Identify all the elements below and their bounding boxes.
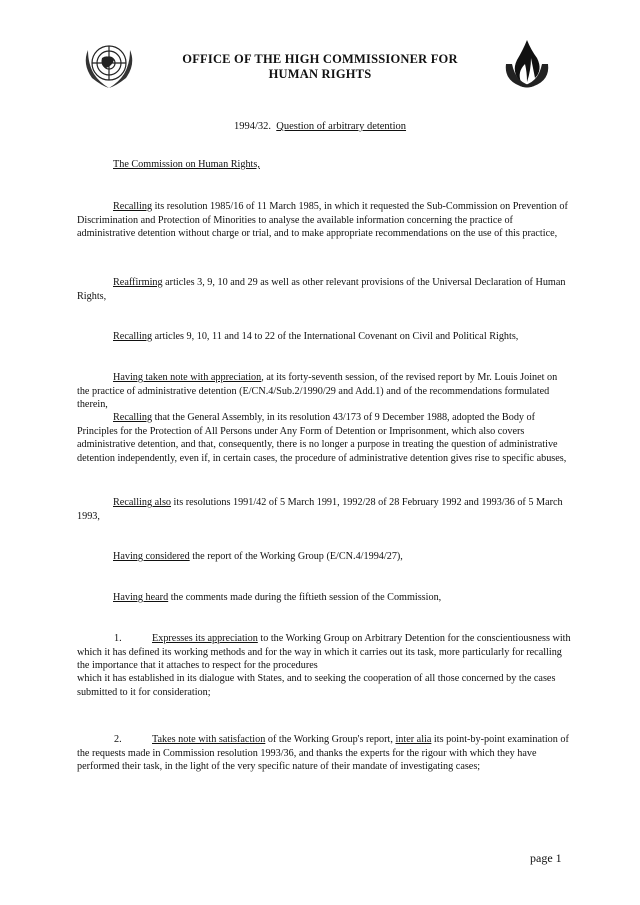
preamble-paragraph: Recalling that the General Assembly, in its resolution 43/173 of 9 December 1988, adopted the Body of Principles for the Protection of All Persons under Any Form of Detention or Imprisonment, which also covers administrative detention, and that, consequently, there is no longer a purpose in treating the question of administrative detention independently, even if, in certain cases, the procedure of administrative detention gives rise to specific abuses, xyxy=(77,412,567,464)
preamble-paragraph: Recalling also its resolutions 1991/42 of 5 March 1991, 1992/28 of 28 February 1992 and 1993/36 of 5 March 1993, xyxy=(77,497,563,522)
preamble-paragraph: Having taken note with appreciation, at its forty-seventh session, of the revised report by Mr. Louis Joinet on the practice of administrative detention (E/CN.4/Sub.2/1990/29 and Add.1) and of the recommendations formulated therein, xyxy=(77,372,558,410)
preamble-paragraph: Reaffirming articles 3, 9, 10 and 29 as well as other relevant provisions of the Universal Declaration of Human Rights, xyxy=(77,277,566,302)
preamble-paragraph: Having heard the comments made during the fiftieth session of the Commission, xyxy=(113,592,442,603)
preamble-paragraph: Recalling its resolution 1985/16 of 11 March 1985, in which it requested the Sub-Commission on Prevention of Discrimination and Protection of Minorities to analyse the available information concerning the practice of administrative detention without charge or trial, and to make appropriate recommendations on the use of this practice, xyxy=(77,201,568,239)
page-number: page 1 xyxy=(530,851,562,865)
preamble-paragraph: Recalling articles 9, 10, 11 and 14 to 22 of the International Covenant on Civil and Political Rights, xyxy=(113,331,519,342)
operative-paragraph-1: 1. Expresses its appreciation to the Working Group on Arbitrary Detention for the conscientiousness with which it has defined its working methods and for the way in which it carries out its task, more particularly for recalling the importance that it attaches to respect for the procedures xyxy=(77,633,571,671)
resolution-title: 1994/32. Question of arbitrary detention xyxy=(233,121,407,132)
ohchr-flame-emblem-icon xyxy=(500,36,554,92)
un-emblem-icon xyxy=(80,38,138,92)
preamble-intro: The Commission on Human Rights, xyxy=(113,159,260,170)
operative-paragraph-1-continued: which it has established in its dialogue with States, and to seeking the cooperation of all those concerned by the cases submitted to it for consideration; xyxy=(77,673,556,698)
operative-paragraph-2: 2. Takes note with satisfaction of the Working Group's report, inter alia its point-by-point examination of the requests made in Commission resolution 1993/36, and thanks the experts for the rigour with which they have performed their task, in the light of the very specific nature of their mandate of investigating cases; xyxy=(77,734,569,772)
preamble-paragraph: Having considered the report of the Working Group (E/CN.4/1994/27), xyxy=(113,551,403,562)
office-title: OFFICE OF THE HIGH COMMISSIONER FOR HUMAN RIGHTS xyxy=(182,52,458,81)
